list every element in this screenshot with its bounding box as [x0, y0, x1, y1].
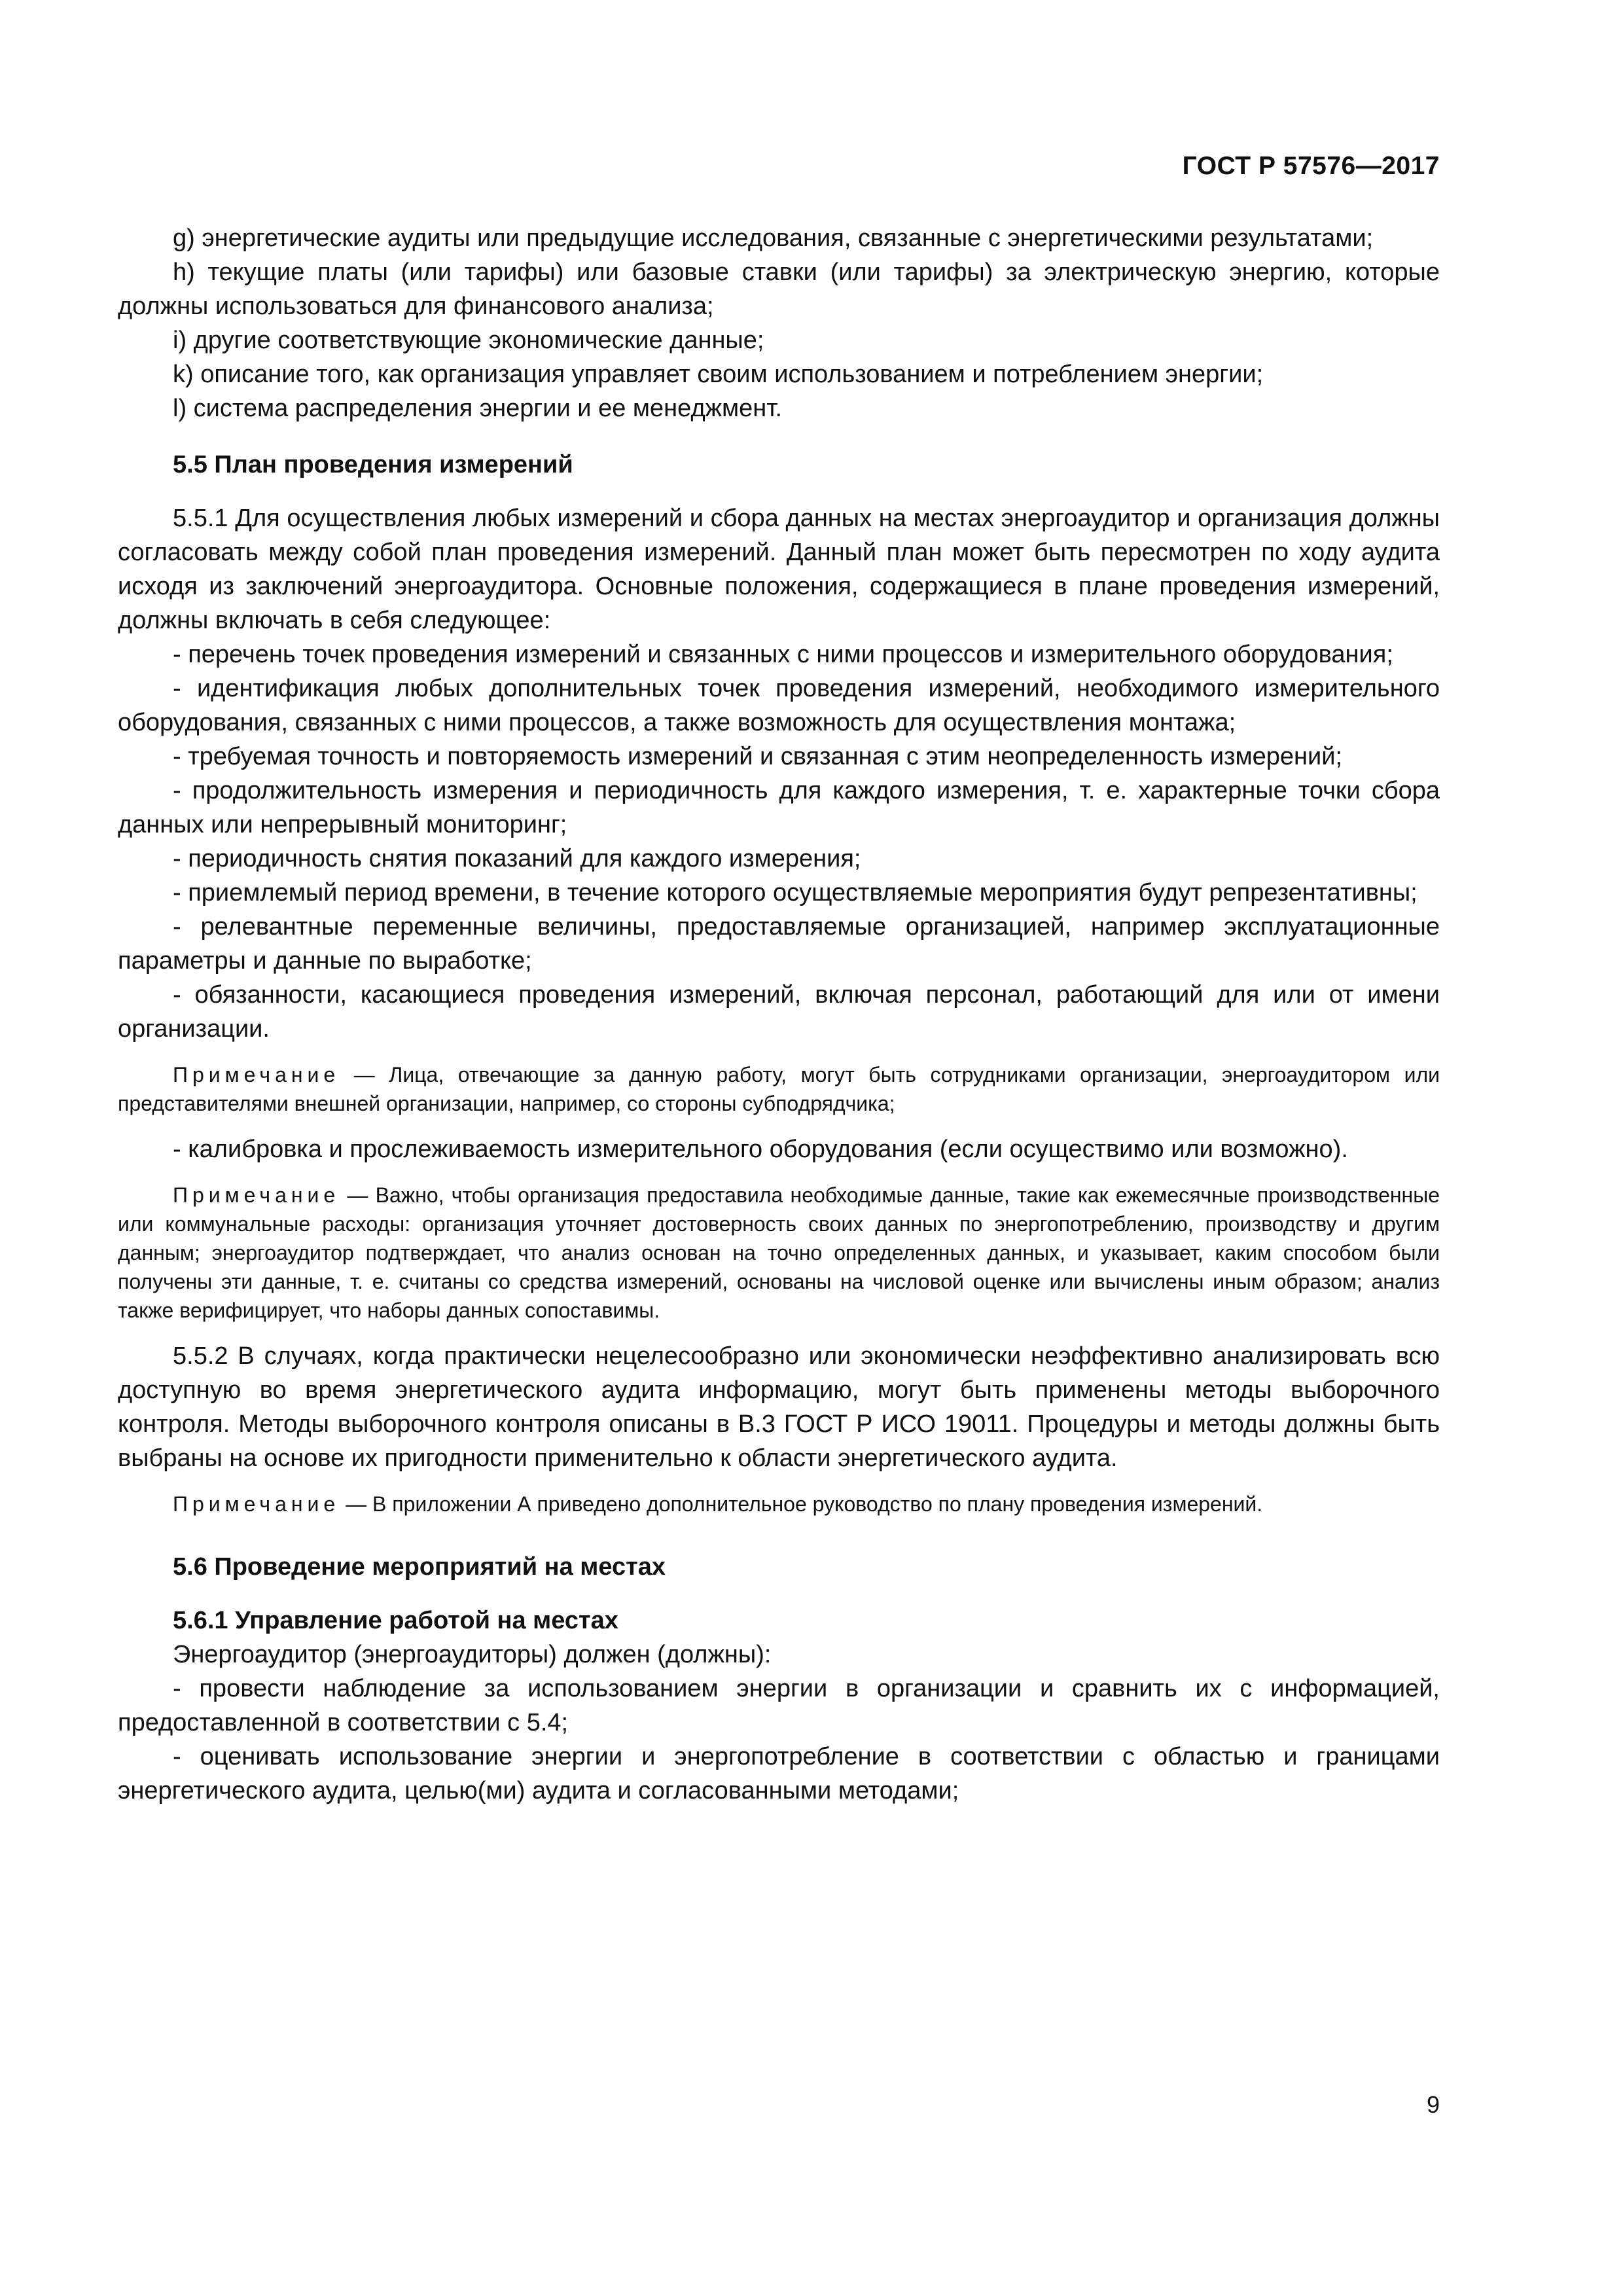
paragraph-5-5-2: 5.5.2 В случаях, когда практически нецелесообразно или экономически неэффективно анализировать всю доступную во время энергетического аудита информацию, могут быть применены методы выборочного контроля. Методы выборочного контроля описаны в В.3 ГОСТ Р ИСО 19011. Процедуры и методы должны быть выбраны на основе их пригодности применительно к области энергетического аудита. — [118, 1342, 1440, 1472]
note-appendix-a — [118, 1490, 1440, 1518]
measurement-plan-item: - релевантные переменные величины, предоставляемые организацией, например эксплуатационные параметры и данные по выработке; — [118, 913, 1440, 975]
measurement-plan-item: - перечень точек проведения измерений и связанных с ними процессов и измерительного оборудования; — [173, 641, 1393, 668]
note-label: Примечание — [173, 1183, 340, 1207]
measurement-plan-item: - требуемая точность и повторяемость измерений и связанная с этим неопределенность измерений; — [173, 743, 1343, 770]
measurement-plan-item: - периодичность снятия показаний для каждого измерения; — [173, 845, 861, 872]
auditor-duty-item: - провести наблюдение за использованием энергии в организации и сравнить их с информацией, предоставленной в соответствии с 5.4; — [118, 1675, 1440, 1736]
measurement-plan-item: - продолжительность измерения и периодичность для каждого измерения, т. е. характерные точки сбора данных или непрерывный мониторинг; — [118, 777, 1440, 838]
note-text: — В приложении А приведено дополнительное руководство по плану проведения измерений. — [340, 1492, 1263, 1516]
measurement-plan-item: - приемлемый период времени, в течение которого осуществляемые мероприятия будут репрезентативны; — [173, 879, 1418, 906]
measurement-plan-item-calibration: - калибровка и прослеживаемость измерительного оборудования (если осуществимо или возможно). — [173, 1136, 1348, 1163]
section-5-6-1-lead: Энергоаудитор (энергоаудиторы) должен (должны): — [173, 1641, 772, 1668]
section-5-5-title: 5.5 План проведения измерений — [173, 451, 573, 478]
page-content — [118, 221, 1440, 1808]
list-item-l: l) система распределения энергии и ее менеджмент. — [173, 395, 783, 422]
note-responsible-persons — [118, 1060, 1440, 1118]
section-5-6-1-title: 5.6.1 Управление работой на местах — [173, 1607, 618, 1634]
note-label: Примечание — [173, 1063, 340, 1086]
note-text: — Лица, отвечающие за данную работу, могут быть сотрудниками организации, энергоаудитором или представителями внешней организации, например, со стороны субподрядчика; — [118, 1063, 1440, 1115]
document-code: ГОСТ Р 57576—2017 — [1182, 152, 1440, 180]
auditor-duty-item: - оценивать использование энергии и энергопотребление в соответствии с областью и границами энергетического аудита, целью(ми) аудита и согласованными методами; — [118, 1743, 1440, 1804]
note-data-provision — [118, 1181, 1440, 1325]
note-label: Примечание — [173, 1492, 340, 1516]
list-item-h: h) текущие платы (или тарифы) или базовые ставки (или тарифы) за электрическую энергию, которые должны использоваться для финансового анализа; — [118, 259, 1440, 320]
page-number: 9 — [1426, 2091, 1440, 2118]
measurement-plan-item: - идентификация любых дополнительных точек проведения измерений, необходимого измерительного оборудования, связанных с ними процессов, а также возможность для осуществления монтажа; — [118, 675, 1440, 736]
list-item-k: k) описание того, как организация управляет своим использованием и потреблением энергии; — [173, 361, 1264, 388]
list-item-i: i) другие соответствующие экономические данные; — [173, 327, 764, 354]
paragraph-5-5-1: 5.5.1 Для осуществления любых измерений и сбора данных на местах энергоаудитор и организация должны согласовать между собой план проведения измерений. Данный план может быть пересмотрен по ходу аудита исходя из заключений энергоаудитора. Основные положения, содержащиеся в плане проведения измерений, должны включать в себя следующее: — [118, 505, 1440, 634]
measurement-plan-item: - обязанности, касающиеся проведения измерений, включая персонал, работающий для или от имени организации. — [118, 981, 1440, 1043]
section-5-6-title: 5.6 Проведение мероприятий на местах — [173, 1553, 666, 1581]
note-text: — Важно, чтобы организация предоставила необходимые данные, такие как ежемесячные производственные или коммунальные расходы: организация уточняет достоверность своих данных по энергопотреблению, производству и другим данным; энергоаудитор подтверждает, что анализ основан на точно определенных данных, и указывает, каким способом были получены эти данные, т. е. считаны со средства измерений, основаны на числовой оценке или вычислены иным образом; анализ также верифицирует, что наборы данных сопоставимы. — [118, 1183, 1440, 1322]
list-item-g: g) энергетические аудиты или предыдущие исследования, связанные с энергетическими результатами; — [173, 224, 1374, 252]
